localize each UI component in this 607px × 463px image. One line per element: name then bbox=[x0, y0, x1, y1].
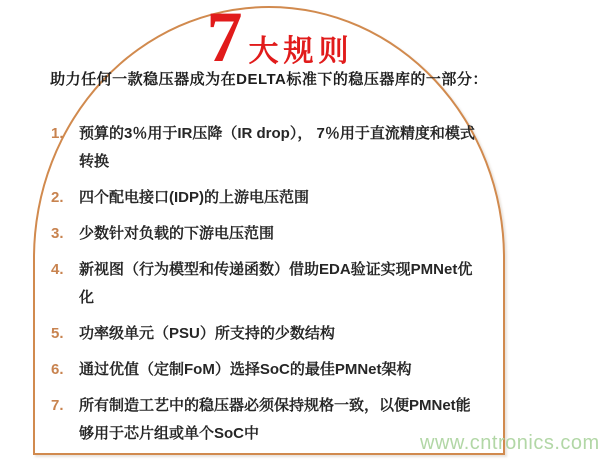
rule-number: 4. bbox=[51, 261, 64, 278]
rule-number: 1. bbox=[51, 125, 64, 142]
rule-number: 2. bbox=[51, 189, 64, 206]
arch-border-shape bbox=[33, 0, 505, 455]
rule-text: 功率级单元（PSU）所支持的少数结构 bbox=[79, 325, 335, 342]
rules-list bbox=[51, 120, 479, 456]
rule-item-3 bbox=[51, 220, 479, 248]
rule-number: 7. bbox=[51, 397, 64, 414]
page-title bbox=[35, 0, 503, 77]
rule-text: 少数针对负载的下游电压范围 bbox=[79, 225, 275, 242]
site-watermark: www.cntronics.com bbox=[420, 432, 600, 454]
title-number: 7 bbox=[206, 0, 243, 77]
rule-item-7 bbox=[51, 392, 479, 448]
rule-item-1 bbox=[51, 120, 479, 176]
rule-item-2 bbox=[51, 184, 479, 212]
rule-text: 所有制造工艺中的稳压器必须保持规格一致，以便PMNet能够用于芯片组或单个SoC中 bbox=[79, 397, 471, 442]
title-text: 大规则 bbox=[248, 35, 354, 68]
rule-item-4 bbox=[51, 256, 479, 312]
rule-text: 四个配电接口(IDP)的上游电压范围 bbox=[79, 189, 309, 206]
rule-text: 新视图（行为模型和传递函数）借助EDA验证实现PMNet优化 bbox=[79, 261, 473, 306]
subtitle: 助力任何一款稳压器成为在DELTA标准下的稳压器库的一部分： bbox=[50, 71, 488, 88]
rule-number: 6. bbox=[51, 361, 64, 378]
rule-text: 通过优值（定制FoM）选择SoC的最佳PMNet架构 bbox=[79, 361, 412, 378]
rule-item-6 bbox=[51, 356, 479, 384]
rule-item-5 bbox=[51, 320, 479, 348]
rule-text: 预算的3％用于IR压降（IR drop）， 7％用于直流精度和模式转换 bbox=[79, 125, 475, 170]
rule-number: 3. bbox=[51, 225, 64, 242]
rule-number: 5. bbox=[51, 325, 64, 342]
